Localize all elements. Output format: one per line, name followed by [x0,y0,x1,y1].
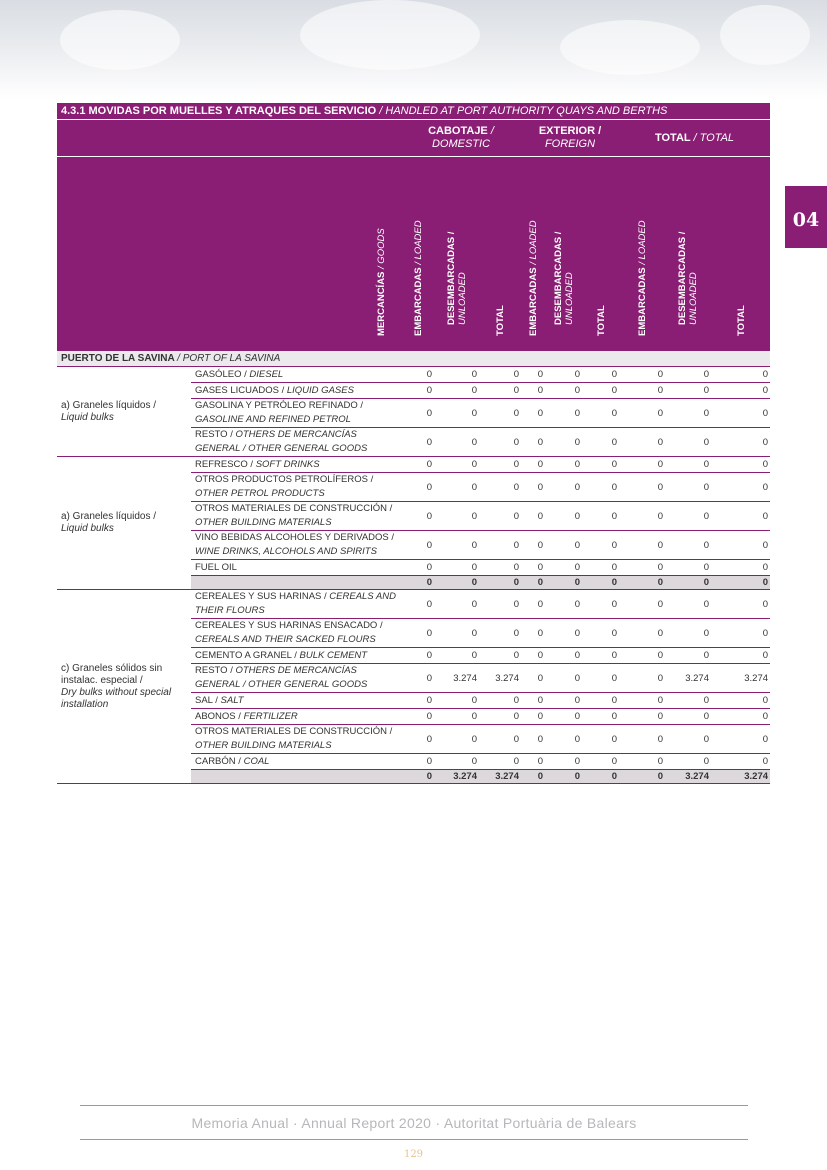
text: / LOADED [637,220,648,265]
value-cell: 3.274 [479,664,521,693]
text: MERCANCÍAS [375,271,387,336]
column-header-row [57,157,770,352]
text: OTROS MATERIALES DE CONSTRUCCIÓN / [195,726,393,737]
text: VINO BEBIDAS ALCOHOLES Y DERIVADOS / [195,532,395,543]
value-cell: 0 [619,664,665,693]
value-cell: 0 [545,590,582,619]
value-cell: 0 [619,725,665,754]
value-cell: 0 [711,693,770,709]
text: OTHERS DE MERCANCÍAS GENERAL / OTHER GENERAL GOODS [195,665,368,690]
value-cell: 0 [401,457,434,473]
column-header [582,157,619,352]
text: WINE DRINKS, ALCOHOLS AND SPIRITS [195,546,377,557]
text: DESEMBARCADAS / [552,231,564,325]
port-row [57,351,770,367]
subtotal-value: 0 [619,770,665,784]
value-cell: 0 [711,560,770,576]
page-number: 129 [403,1149,424,1160]
value-cell: 0 [665,367,711,383]
subtotal-value: 0 [479,576,521,590]
value-cell: 0 [665,457,711,473]
text: a) Graneles líquidos / [61,399,157,411]
value-cell: 0 [619,590,665,619]
value-cell: 0 [434,619,479,648]
text: LIQUID GASES [286,384,354,396]
subtotal-value: 3.274 [711,770,770,784]
text: EXTERIOR / [538,125,602,137]
value-cell: 0 [434,399,479,428]
text: DESEMBARCADAS / [445,231,457,325]
value-cell: 0 [665,590,711,619]
text: TOTAL [654,131,691,144]
value-cell: 0 [665,619,711,648]
text: CARBÓN / [195,755,241,767]
value-cell: 0 [401,664,434,693]
goods-cell [191,725,401,754]
value-cell: 0 [401,619,434,648]
header-background [0,0,827,100]
group-header [401,120,521,157]
text: OTROS PRODUCTOS PETROLÍFEROS / [195,474,374,485]
text: CEREALES Y SUS HARINAS / [195,591,327,602]
value-cell: 0 [711,725,770,754]
value-cell: 0 [521,428,545,457]
value-cell: 0 [619,383,665,399]
text: / HANDLED AT PORT AUTHORITY QUAYS AND BERTHS [379,105,668,117]
text: Liquid bulks [61,411,114,423]
text: EMBARCADAS [528,267,539,336]
text: CEREALS AND THEIR FLOURS [195,591,396,616]
goods-cell [191,619,401,648]
value-cell: 0 [582,531,619,560]
value-cell: 0 [479,709,521,725]
column-header [521,157,545,352]
goods-cell [191,754,401,770]
value-cell: 0 [401,428,434,457]
value-cell: 0 [401,399,434,428]
subtotal-value: 0 [401,770,434,784]
value-cell: 0 [582,619,619,648]
text: FOREIGN [544,138,596,150]
value-cell: 0 [521,590,545,619]
text: CEMENTO A GRANEL / [195,649,297,661]
group-header [619,120,770,157]
value-cell: 0 [711,383,770,399]
value-cell: 0 [665,531,711,560]
value-cell: 0 [582,473,619,502]
value-cell: 0 [582,367,619,383]
text: a) Graneles líquidos / [61,511,157,522]
value-cell: 0 [619,648,665,664]
value-cell: 0 [521,619,545,648]
value-cell: 0 [401,383,434,399]
column-header-blank [57,157,191,352]
value-cell: 0 [545,693,582,709]
text: RESTO / [195,429,233,440]
value-cell: 0 [521,560,545,576]
footer-divider-bottom [80,1139,748,1140]
text: GASOLINE AND REFINED PETROL [195,414,351,425]
value-cell: 3.274 [711,664,770,693]
text: SOFT DRINKS [255,458,320,470]
text: / DOMESTIC [431,125,494,150]
category-cell [57,590,191,784]
value-cell: 0 [521,383,545,399]
value-cell: 0 [479,473,521,502]
subtotal-value: 3.274 [665,770,711,784]
value-cell: 0 [582,428,619,457]
value-cell: 0 [545,502,582,531]
text: CABOTAJE [428,125,488,137]
category-cell [57,457,191,590]
value-cell: 0 [401,725,434,754]
value-cell: 0 [401,648,434,664]
table-title-row [57,103,770,120]
text: OTROS MATERIALES DE CONSTRUCCIÓN / [195,503,393,514]
value-cell: 0 [619,619,665,648]
text: FERTILIZER [243,710,298,722]
value-cell: 0 [665,502,711,531]
value-cell: 0 [545,383,582,399]
goods-cell [191,473,401,502]
subtotal-label-cell [191,770,401,784]
value-cell: 0 [479,648,521,664]
value-cell: 0 [434,648,479,664]
value-cell: 0 [401,709,434,725]
text: RESTO / [195,665,233,676]
value-cell: 0 [582,399,619,428]
value-cell: 0 [521,648,545,664]
value-cell: 0 [545,754,582,770]
subtotal-value: 3.274 [434,770,479,784]
footer-text: Memoria Anual · Annual Report 2020 · Autoritat Portuària de Balears [191,1115,637,1131]
value-cell: 0 [665,725,711,754]
value-cell: 0 [582,693,619,709]
value-cell: 0 [619,399,665,428]
text: DIESEL [249,368,284,380]
column-header [665,157,711,352]
value-cell: 0 [434,560,479,576]
subtotal-value: 0 [545,770,582,784]
value-cell: 0 [711,473,770,502]
text: / LOADED [528,220,539,265]
goods-header [191,157,401,352]
text: REFRESCO / [195,458,254,470]
value-cell: 0 [434,473,479,502]
subtotal-value: 0 [401,576,434,590]
value-cell: 0 [582,383,619,399]
value-cell: 0 [521,399,545,428]
value-cell: 0 [545,457,582,473]
value-cell: 0 [521,502,545,531]
value-cell: 0 [545,428,582,457]
group-header [521,120,619,157]
value-cell: 0 [479,457,521,473]
port-name [57,351,770,367]
text: CEREALES Y SUS HARINAS ENSACADO / [195,620,383,631]
goods-cell [191,693,401,709]
value-cell: 0 [545,367,582,383]
value-cell: 0 [665,428,711,457]
value-cell: 0 [582,560,619,576]
goods-cell [191,367,401,383]
text: OTHER PETROL PRODUCTS [195,488,325,499]
value-cell: 0 [434,590,479,619]
value-cell: 0 [711,590,770,619]
text: / PORT OF LA SAVINA [177,353,281,364]
category-cell [57,367,191,457]
value-cell: 0 [619,693,665,709]
text: DESEMBARCADAS / [677,231,688,325]
value-cell: 0 [401,502,434,531]
text: c) Graneles sólidos sin instalac. especial / [61,662,163,686]
value-cell: 0 [619,428,665,457]
column-header [401,157,434,352]
value-cell: 0 [619,457,665,473]
subtotal-value: 0 [619,576,665,590]
value-cell: 0 [711,531,770,560]
value-cell: 0 [434,367,479,383]
value-cell: 0 [582,457,619,473]
value-cell: 0 [479,399,521,428]
text: UNLOADED [688,272,699,325]
value-cell: 0 [711,502,770,531]
subtotal-value: 3.274 [479,770,521,784]
group-header-row [57,120,770,157]
subtotal-value: 0 [521,576,545,590]
value-cell: 0 [545,560,582,576]
value-cell: 0 [401,590,434,619]
value-cell: 0 [619,531,665,560]
value-cell: 0 [545,531,582,560]
value-cell: 0 [434,754,479,770]
value-cell: 0 [434,725,479,754]
value-cell: 0 [582,754,619,770]
value-cell: 0 [521,664,545,693]
footer-divider-top [80,1105,748,1106]
value-cell: 0 [479,367,521,383]
value-cell: 0 [582,502,619,531]
value-cell: 0 [582,664,619,693]
value-cell: 0 [521,693,545,709]
subtotal-value: 0 [582,770,619,784]
value-cell: 0 [434,709,479,725]
value-cell: 0 [521,725,545,754]
value-cell: 0 [434,457,479,473]
text: GASES LICUADOS / [195,384,285,396]
value-cell: 0 [545,664,582,693]
value-cell: 3.274 [434,664,479,693]
value-cell: 0 [619,754,665,770]
value-cell: 0 [711,457,770,473]
value-cell: 0 [711,428,770,457]
value-cell: 0 [521,709,545,725]
goods-cell [191,664,401,693]
value-cell: 0 [545,619,582,648]
value-cell: 0 [401,367,434,383]
value-cell: 0 [665,693,711,709]
value-cell: 0 [582,590,619,619]
subtotal-value: 0 [434,576,479,590]
value-cell: 0 [665,473,711,502]
value-cell: 0 [619,502,665,531]
text: EMBARCADAS [412,267,424,336]
column-header [434,157,479,352]
text: / GOODS [375,228,387,269]
value-cell: 0 [479,383,521,399]
value-cell: 0 [401,754,434,770]
table-row [57,367,770,383]
value-cell: 0 [582,709,619,725]
value-cell: 0 [521,367,545,383]
value-cell: 0 [711,754,770,770]
value-cell: 0 [545,709,582,725]
column-header [619,157,665,352]
value-cell: 0 [711,367,770,383]
value-cell: 0 [434,383,479,399]
text: SALT [220,694,244,706]
goods-cell [191,399,401,428]
value-cell: 0 [545,648,582,664]
text: Dry bulks without special installation [61,686,172,710]
goods-cell [191,560,401,576]
value-cell: 0 [711,399,770,428]
goods-cell [191,590,401,619]
subtotal-value: 0 [545,576,582,590]
subtotal-value: 0 [665,576,711,590]
column-header [711,157,770,352]
table-title [57,103,770,120]
text: OTHERS DE MERCANCÍAS GENERAL / OTHER GENERAL GOODS [195,429,368,454]
value-cell: 0 [665,709,711,725]
value-cell: 0 [479,590,521,619]
subtotal-label-cell [191,576,401,590]
text: ABONOS / [195,710,241,722]
value-cell: 0 [434,693,479,709]
goods-cell [191,502,401,531]
value-cell: 0 [619,709,665,725]
data-table [57,103,770,784]
text: EMBARCADAS [637,267,648,336]
text: / TOTAL [693,131,735,144]
value-cell: 0 [665,754,711,770]
value-cell: 0 [665,560,711,576]
value-cell: 0 [479,725,521,754]
column-header [479,157,521,352]
text: OTHER BUILDING MATERIALS [195,740,332,751]
value-cell: 0 [479,531,521,560]
goods-cell [191,709,401,725]
value-cell: 0 [479,619,521,648]
value-cell: 0 [479,502,521,531]
value-cell: 0 [582,648,619,664]
group-header-blank [57,120,401,157]
value-cell: 0 [479,754,521,770]
subtotal-value: 0 [711,576,770,590]
text: / LOADED [412,220,424,265]
value-cell: 0 [479,693,521,709]
text: FUEL OIL [195,561,237,573]
value-cell: 0 [545,473,582,502]
text: COAL [243,755,270,767]
value-cell: 0 [401,473,434,502]
text: UNLOADED [563,272,575,325]
value-cell: 0 [434,428,479,457]
value-cell: 0 [711,619,770,648]
value-cell: 0 [619,367,665,383]
text: BULK CEMENT [299,649,368,661]
value-cell: 0 [545,725,582,754]
text: GASOLINA Y PETRÓLEO REFINADO / [195,400,364,411]
text: TOTAL [595,305,607,336]
goods-cell [191,648,401,664]
value-cell: 0 [665,648,711,664]
value-cell: 0 [711,648,770,664]
value-cell: 0 [521,473,545,502]
goods-cell [191,383,401,399]
text: TOTAL [735,305,747,336]
text: PUERTO DE LA SAVINA [61,353,175,364]
value-cell: 0 [401,531,434,560]
value-cell: 0 [582,725,619,754]
table-row [57,590,770,619]
subtotal-value: 0 [582,576,619,590]
text: TOTAL [495,305,506,336]
value-cell: 0 [665,383,711,399]
value-cell: 0 [619,473,665,502]
text: GASÓLEO / [195,368,247,380]
section-tab: 04 [785,186,827,248]
text: CEREALS AND THEIR SACKED FLOURS [195,634,376,645]
text: Liquid bulks [61,523,114,534]
table-row [57,457,770,473]
value-cell: 0 [711,709,770,725]
subtotal-value: 0 [521,770,545,784]
text: OTHER BUILDING MATERIALS [195,517,332,528]
column-header [545,157,582,352]
goods-cell [191,457,401,473]
value-cell: 0 [521,754,545,770]
value-cell: 0 [545,399,582,428]
value-cell: 0 [521,457,545,473]
goods-cell [191,428,401,457]
value-cell: 0 [479,428,521,457]
value-cell: 0 [434,531,479,560]
value-cell: 0 [665,399,711,428]
data-table-container [57,103,770,784]
value-cell: 3.274 [665,664,711,693]
value-cell: 0 [521,531,545,560]
text: SAL / [195,694,218,706]
goods-cell [191,531,401,560]
value-cell: 0 [619,560,665,576]
value-cell: 0 [479,560,521,576]
text: 4.3.1 MOVIDAS POR MUELLES Y ATRAQUES DEL SERVICIO [61,105,377,117]
value-cell: 0 [401,693,434,709]
value-cell: 0 [401,560,434,576]
text: UNLOADED [456,272,468,325]
value-cell: 0 [434,502,479,531]
